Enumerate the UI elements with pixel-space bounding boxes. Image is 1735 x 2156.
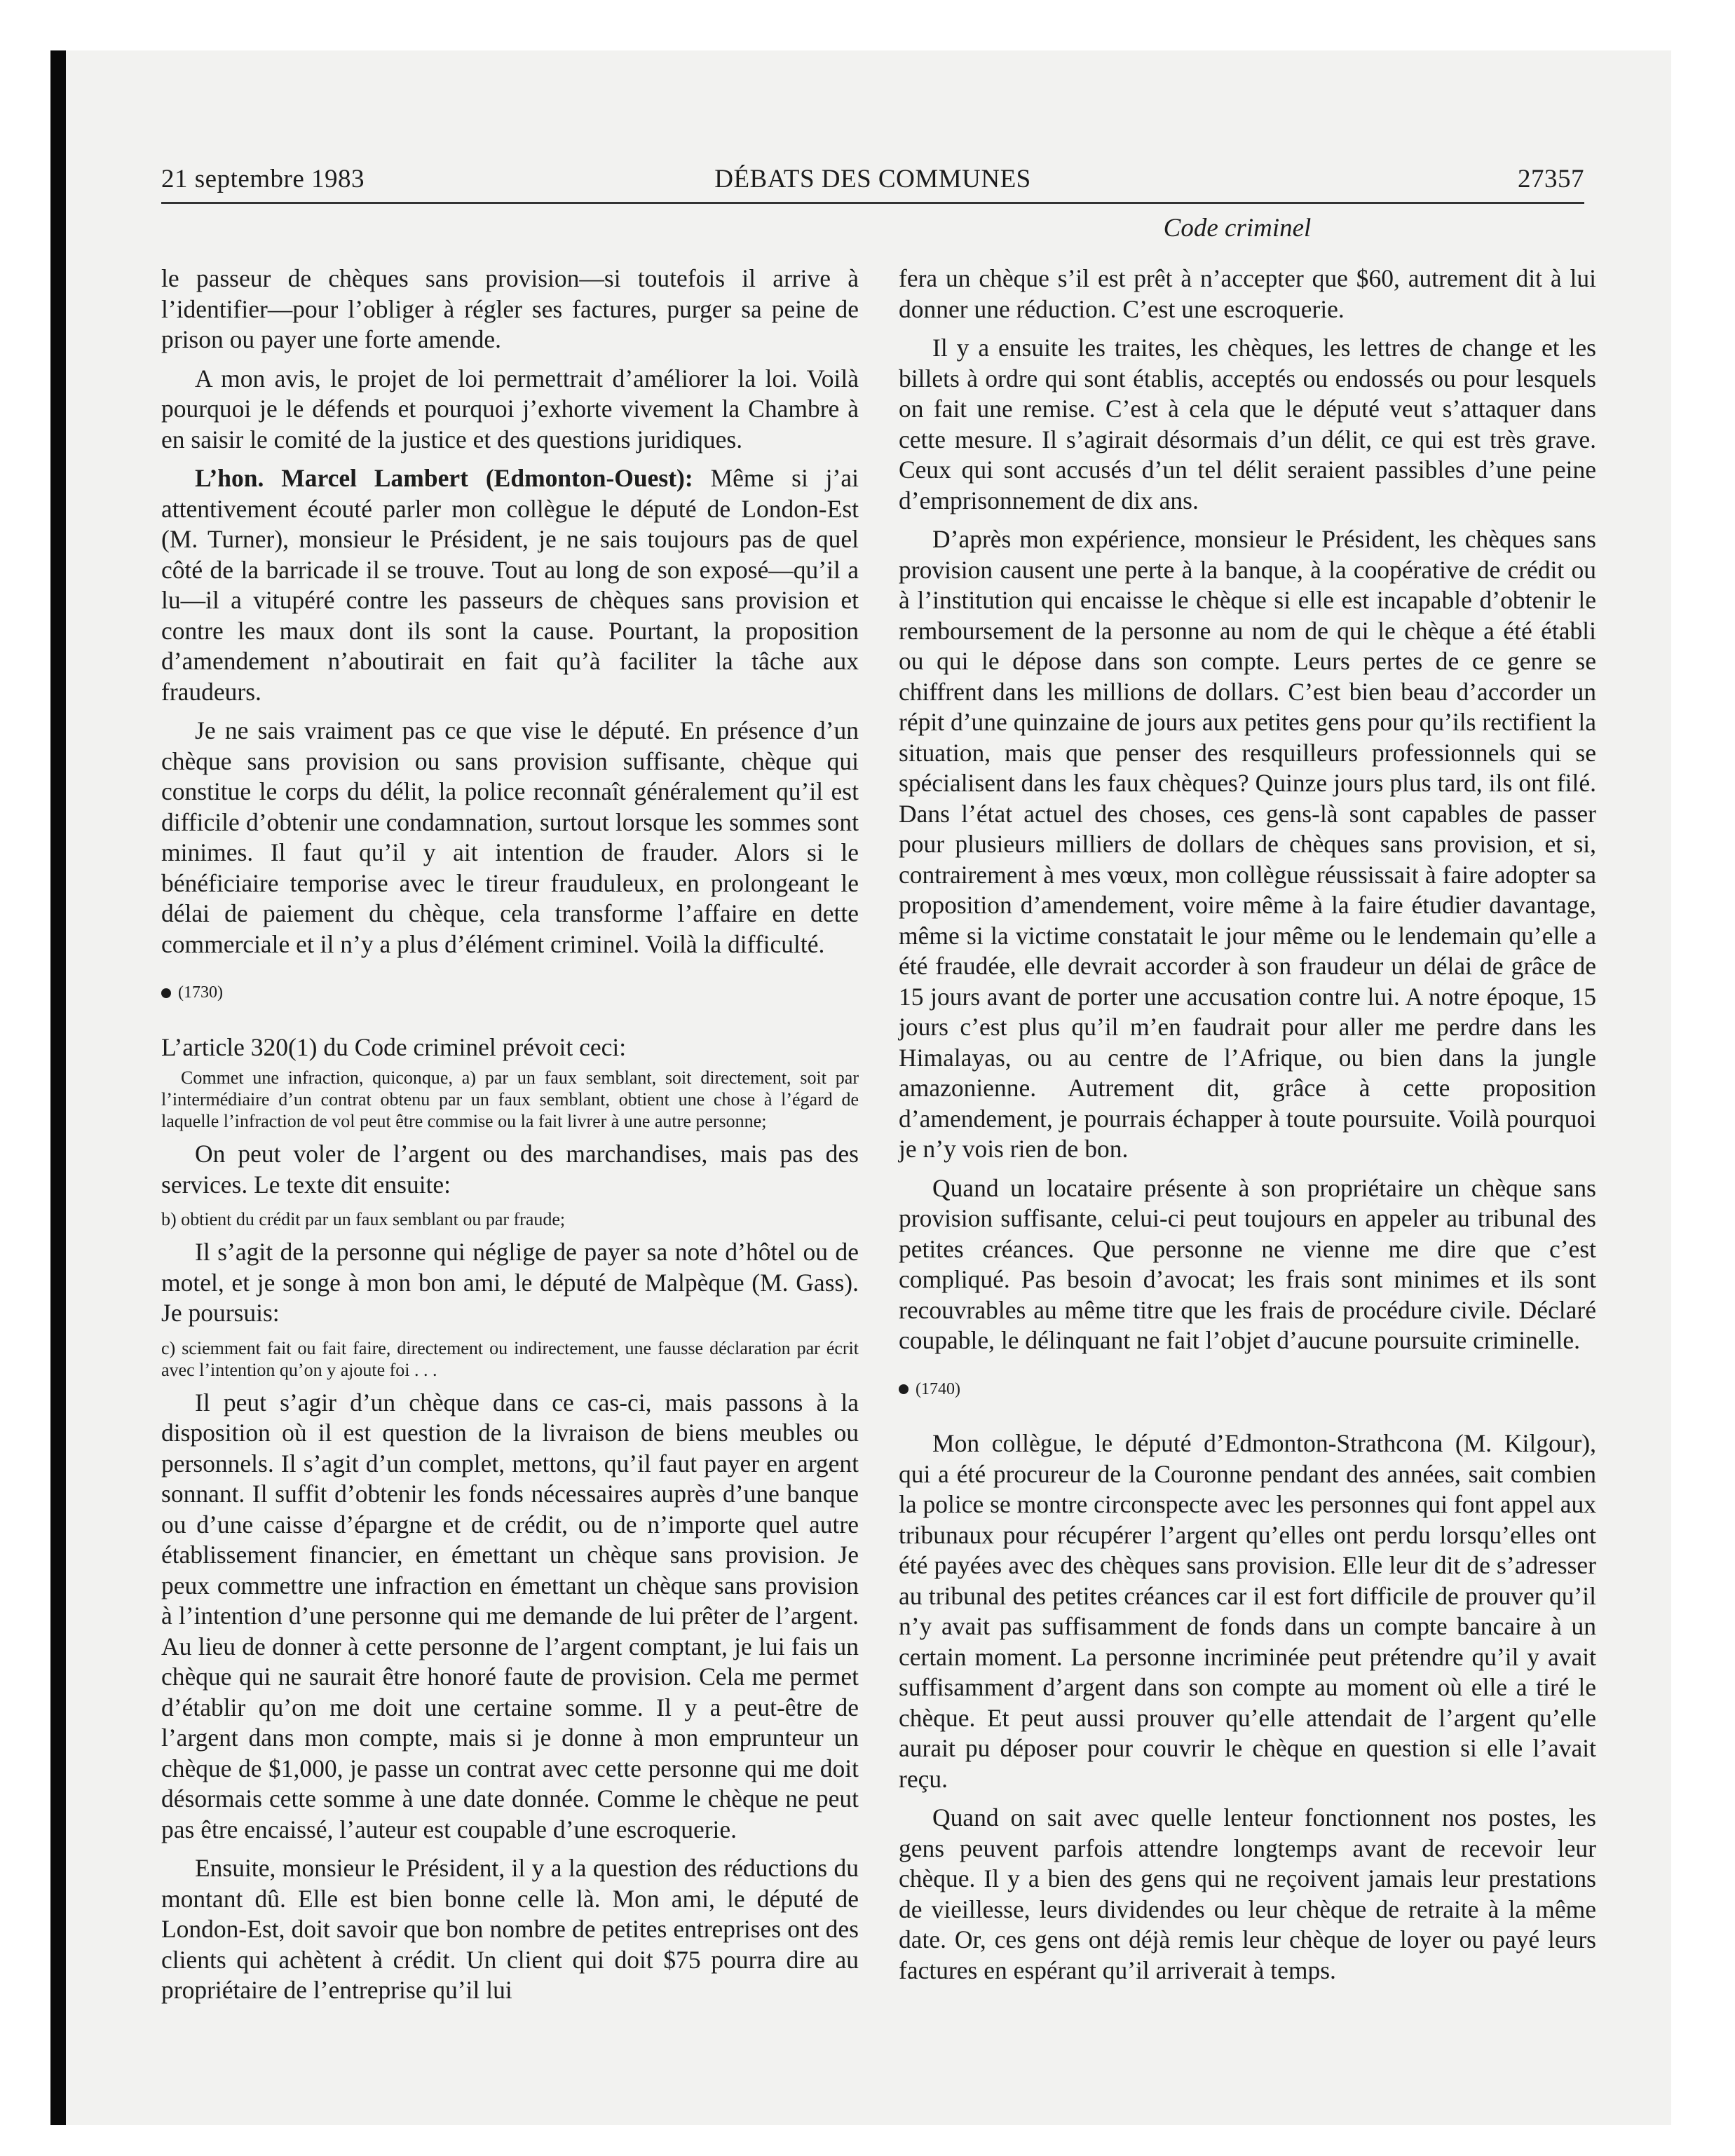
right-paragraph-2: Il y a ensuite les traites, les chèques, les lettres de change et les billets à ordre qui sont établis, acceptés ou endossés ou pour lesquels on fait une remise. C’est à cela que le député veut s’attaquer dans cette mesure. Il s’agirait désormais d’un délit, ce qui est très grave. Ceux qui sont accusés d’un tel délit seraient passibles d’une peine d’emprisonnement de dix ans. — [899, 334, 1596, 514]
timestamp-marker — [899, 1374, 1596, 1405]
timestamp-text: (1740) — [916, 1379, 960, 1398]
left-paragraph-2: A mon avis, le projet de loi permettrait d’améliorer la loi. Voilà pourquoi je le défends et pourquoi j’exhorte vivement la Chambre à en saisir le comité de la justice et des questions juridiques. — [161, 364, 859, 453]
speaker-name: L’hon. Marcel Lambert (Edmonton-Ouest): — [195, 464, 693, 492]
bullet-icon — [161, 988, 171, 998]
right-paragraph-1: fera un chèque s’il est prêt à n’accepter que $60, autrement dit à lui donner une réduction. C’est une escroquerie. — [899, 264, 1596, 323]
left-column — [161, 264, 859, 2014]
bullet-icon — [899, 1384, 909, 1394]
quote-block-3: c) sciemment fait ou fait faire, directement ou indirectement, une fausse déclaration par écrit avec l’intention qu’on y ajoute foi . . . — [161, 1337, 859, 1380]
page-header — [161, 164, 1584, 206]
right-column — [899, 264, 1596, 1994]
right-paragraph-5: Mon collègue, le député d’Edmonton-Strathcona (M. Kilgour), qui a été procureur de la Couronne pendant des années, sait combien la police se montre circonspecte avec les personnes qui font appel aux tribunaux pour récupérer l’argent qu’elles ont perdu lorsqu’elles ont été payées avec des chèques sans provision. Elle leur dit de s’adresser au tribunal des petites créances car il est fort difficile de prouver qu’il n’y avait pas suffisamment de fonds dans un compte bancaire à un certain moment. La personne incriminée peut prétendre qu’il y avait suffisamment d’argent dans son compte au moment où elle a tiré le chèque. Et peut aussi prouver qu’elle attendait de l’argent qu’elle aurait pu déposer pour couvrir le chèque en question si elle l’avait reçu. — [899, 1429, 1596, 1793]
left-paragraph-9: Ensuite, monsieur le Président, il y a la question des réductions du montant dû. Elle est bien bonne celle là. Mon ami, le député de London-Est, doit savoir que bon nombre de petites entreprises ont des clients qui achètent à crédit. Un client qui doit $75 pourra dire au propriétaire de l’entreprise qu’il lui — [161, 1854, 859, 2004]
timestamp-text: (1730) — [178, 983, 223, 1002]
left-paragraph-4: Je ne sais vraiment pas ce que vise le député. En présence d’un chèque sans provision ou sans provision suffisante, chèque qui constitue le corps du délit, la police reconnaît généralement qu’il est difficile d’obtenir une condamnation, surtout lorsque les sommes sont minimes. Il faut qu’il y ait intention de frauder. Alors si le bénéficiaire temporise avec le tireur frauduleux, en prolongeant le délai de paiement du chèque, cela transforme l’affaire en dette commerciale et il n’y a plus d’élément criminel. Voilà la difficulté. — [161, 716, 859, 958]
left-paragraph-1: le passeur de chèques sans provision—si toutefois il arrive à l’identifier—pour l’obliger à régler ses factures, purger sa peine de prison ou payer une forte amende. — [161, 264, 859, 353]
quote-block-2: b) obtient du crédit par un faux semblant ou par fraude; — [161, 1209, 566, 1229]
section-title: Code criminel — [1163, 214, 1312, 243]
quote-block-1: Commet une infraction, quiconque, a) par un faux semblant, soit directement, soit par l’intermédiaire d’un contrat obtenu par un faux semblant, obtient une chose à l’égard de laquelle l’infraction de vol peut être commise ou la fait livrer à une autre personne; — [161, 1067, 859, 1131]
left-paragraph-3 — [161, 463, 859, 707]
right-paragraph-4: Quand un locataire présente à son propriétaire un chèque sans provision suffisante, celui-ci peut toujours en appeler au tribunal des petites créances. Que personne ne vienne me dire que c’est compliqué. Pas besoin d’avocat; les frais sont minimes et ils sont recouvrables au même titre que les frais de procédure civile. Déclaré coupable, le délinquant ne fait l’objet d’aucune poursuite criminelle. — [899, 1173, 1596, 1354]
timestamp-marker — [161, 978, 859, 1009]
header-date: 21 septembre 1983 — [161, 165, 365, 193]
scan-edge — [50, 50, 66, 2125]
left-paragraph-7: Il s’agit de la personne qui néglige de payer sa note d’hôtel ou de motel, et je songe à mon bon ami, le député de Malpèque (M. Gass). Je poursuis: — [161, 1238, 859, 1327]
header-rule — [161, 202, 1584, 204]
header-publication: DÉBATS DES COMMUNES — [714, 165, 1031, 193]
right-paragraph-6: Quand on sait avec quelle lenteur fonctionnent nos postes, les gens peuvent parfois attendre longtemps avant de recevoir leur chèque. Il y a bien des gens qui ne reçoivent jamais leur prestations de vieillesse, leurs dividendes ou leur chèque de retraite à la même date. Or, ces gens ont déjà remis leur chèque de loyer ou payé leurs factures en espérant qu’il arriverait à temps. — [899, 1803, 1596, 1984]
right-paragraph-3: D’après mon expérience, monsieur le Président, les chèques sans provision causent une perte à la banque, à la coopérative de crédit ou à l’institution qui encaisse le chèque si elle est incapable d’obtenir le remboursement de la personne au nom de qui le chèque a été établi ou qui le dépose dans son compte. Leurs pertes de ce genre se chiffrent dans les millions de dollars. C’est bien beau d’accorder un répit d’une quinzaine de jours aux petites gens pour qu’ils rectifient la situation, mais que penser des resquilleurs professionnels qui se spécialisent dans les faux chèques? Quinze jours plus tard, ils ont filé. Dans l’état actuel des choses, ces gens-là sont capables de passer pour plusieurs milliers de dollars de chèques sans provision, et si, contrairement à mes vœux, mon collègue réussissait à faire adopter sa proposition d’amendement, voire même à la faire étudier davantage, même si la victime constatait le jour même ou le lendemain qu’elle a été fraudée, elle devrait accorder à son fraudeur un délai de grâce de 15 jours avant de porter une accusation contre lui. A notre époque, 15 jours c’est plus qu’il m’en faudrait pour aller me perdre dans les Himalayas, ou au centre de l’Afrique, ou bien dans la jungle amazonienne. Autrement dit, grâce à cette proposition d’amendement, je pourrais échapper à toute poursuite. Voilà pourquoi je n’y vois rien de bon. — [899, 525, 1596, 1163]
left-paragraph-8: Il peut s’agir d’un chèque dans ce cas-ci, mais passons à la disposition où il est question de la livraison de biens meubles ou personnels. Il s’agit d’un complet, mettons, qu’il faut payer en argent sonnant. Il suffit d’obtenir les fonds nécessaires auprès d’une banque ou d’une caisse d’épargne et de crédit, ou de n’importe quel autre établissement financier, en émettant un chèque sans provision. Je peux commettre une infraction en émettant un chèque sans provision à l’intention d’une personne qui me demande de lui prêter de l’argent. Au lieu de donner à cette personne de l’argent comptant, je lui fais un chèque qui ne saurait être honoré faute de provision. Cela me permet d’établir qu’on me doit une certaine somme. Il y a peut-être de l’argent dans mon compte, mais si je donne à mon emprunteur un chèque de $1,000, je passe un contrat avec cette personne qui me doit désormais cette somme à une date donnée. Comme le chèque ne peut pas être encaissé, l’auteur est coupable d’une escroquerie. — [161, 1388, 859, 1843]
left-paragraph-5: L’article 320(1) du Code criminel prévoit ceci: — [161, 1032, 627, 1061]
left-paragraph-6: On peut voler de l’argent ou des marchandises, mais pas des services. Le texte dit ensuite: — [161, 1140, 859, 1199]
header-page-number: 27357 — [1518, 165, 1584, 193]
speaker-remarks: Même si j’ai attentivement écouté parler mon collègue le député de London-Est (M. Turner), monsieur le Président, je ne sais toujours pas de quel côté de la barricade il se trouve. Tout au long de son exposé—qu’il a lu—il a vitupéré contre les passeurs de chèques sans provision et contre les maux dont ils sont la cause. Pourtant, la proposition d’amendement n’aboutirait en fait qu’à faciliter la tâche aux fraudeurs. — [161, 464, 859, 706]
